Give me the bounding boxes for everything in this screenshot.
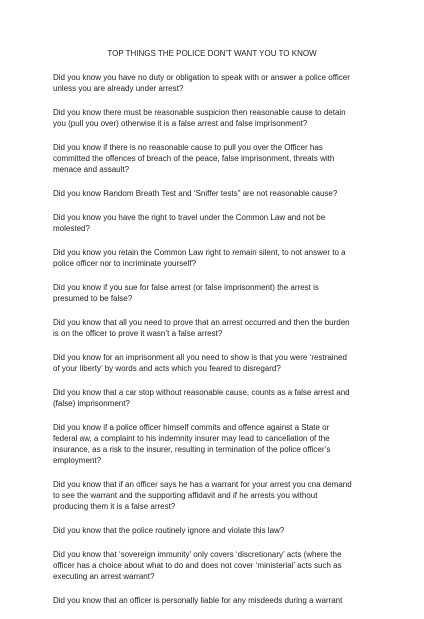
document-body bbox=[53, 72, 381, 619]
paragraph-line: menace and assault? bbox=[53, 165, 130, 174]
question-paragraph bbox=[53, 525, 381, 536]
paragraph-line: Did you know Random Breath Test and ‘Sniffer tests” are not reasonable cause? bbox=[53, 189, 338, 198]
paragraph-line: employment? bbox=[53, 456, 102, 465]
paragraph-line: Did you know if you sue for false arrest (or false imprisonment) the arrest is bbox=[53, 283, 319, 292]
question-paragraph bbox=[53, 247, 381, 269]
paragraph-line: police officer nor to incriminate yourself? bbox=[53, 259, 197, 268]
question-paragraph bbox=[53, 595, 381, 606]
paragraph-line: Did you know you retain the Common Law right to remain silent, to not answer to a bbox=[53, 248, 346, 257]
question-paragraph bbox=[53, 549, 381, 582]
paragraph-line: insurance, as a risk to the insurer, resulting in termination of the police officer’s bbox=[53, 445, 331, 454]
paragraph-line: Did you know that an officer is personally liable for any misdeeds during a warrant bbox=[53, 596, 343, 605]
question-paragraph bbox=[53, 212, 381, 234]
paragraph-line: presumed to be false? bbox=[53, 294, 133, 303]
question-paragraph bbox=[53, 422, 381, 466]
paragraph-line: Did you know that ‘sovereign immunity’ only covers ‘discretionary’ acts (where the bbox=[53, 550, 342, 559]
paragraph-line: Did you know for an imprisonment all you need to show is that you were ‘restrained bbox=[53, 353, 347, 362]
paragraph-line: executing an arrest warrant? bbox=[53, 572, 155, 581]
paragraph-line: (false) imprisonment? bbox=[53, 399, 130, 408]
paragraph-line: federal aw, a complaint to his indemnity insurer may lead to cancellation of the bbox=[53, 434, 330, 443]
paragraph-line: you (pull you over) otherwise it is a false arrest and false imprisonment? bbox=[53, 119, 308, 128]
paragraph-line: Did you know if there is no reasonable cause to pull you over the Officer has bbox=[53, 143, 323, 152]
paragraph-line: Did you know that the police routinely ignore and violate this law? bbox=[53, 526, 285, 535]
paragraph-line: of your liberty’ by words and acts which you feared to disregard? bbox=[53, 364, 281, 373]
paragraph-line: officer has a choice about what to do and does not cover ‘ministerial’ acts such as bbox=[53, 561, 342, 570]
question-paragraph bbox=[53, 479, 381, 512]
paragraph-line: committed the offences of breach of the peace, false imprisonment, threats with bbox=[53, 154, 335, 163]
paragraph-line: Did you know that if an officer says he has a warrant for your arrest you cna demand bbox=[53, 480, 352, 489]
paragraph-line: Did you know there must be reasonable suspicion then reasonable cause to detain bbox=[53, 108, 346, 117]
question-paragraph bbox=[53, 387, 381, 409]
paragraph-line: Did you know if a police officer himself commits and offence against a State or bbox=[53, 423, 330, 432]
question-paragraph bbox=[53, 72, 381, 94]
question-paragraph bbox=[53, 188, 381, 199]
question-paragraph bbox=[53, 352, 381, 374]
question-paragraph bbox=[53, 282, 381, 304]
paragraph-line: Did you know that a car stop without reasonable cause, counts as a false arrest and bbox=[53, 388, 350, 397]
paragraph-line: to see the warrant and the supporting affidavit and if he arrests you without bbox=[53, 491, 318, 500]
paragraph-line: Did you know you have the right to travel under the Common Law and not be bbox=[53, 213, 326, 222]
document-title: TOP THINGS THE POLICE DON'T WANT YOU TO KNOW bbox=[107, 49, 317, 58]
paragraph-line: unless you are already under arrest? bbox=[53, 84, 184, 93]
paragraph-line: Did you know you have no duty or obligation to speak with or answer a police officer bbox=[53, 73, 350, 82]
paragraph-line: molested? bbox=[53, 224, 90, 233]
paragraph-line: Did you know that all you need to prove that an arrest occurred and then the burden bbox=[53, 318, 350, 327]
question-paragraph bbox=[53, 107, 381, 129]
paragraph-line: producing them it is a false arrest? bbox=[53, 502, 176, 511]
question-paragraph bbox=[53, 142, 381, 175]
paragraph-line: is on the officer to prove it wasn’t a false arrest? bbox=[53, 329, 223, 338]
question-paragraph bbox=[53, 317, 381, 339]
